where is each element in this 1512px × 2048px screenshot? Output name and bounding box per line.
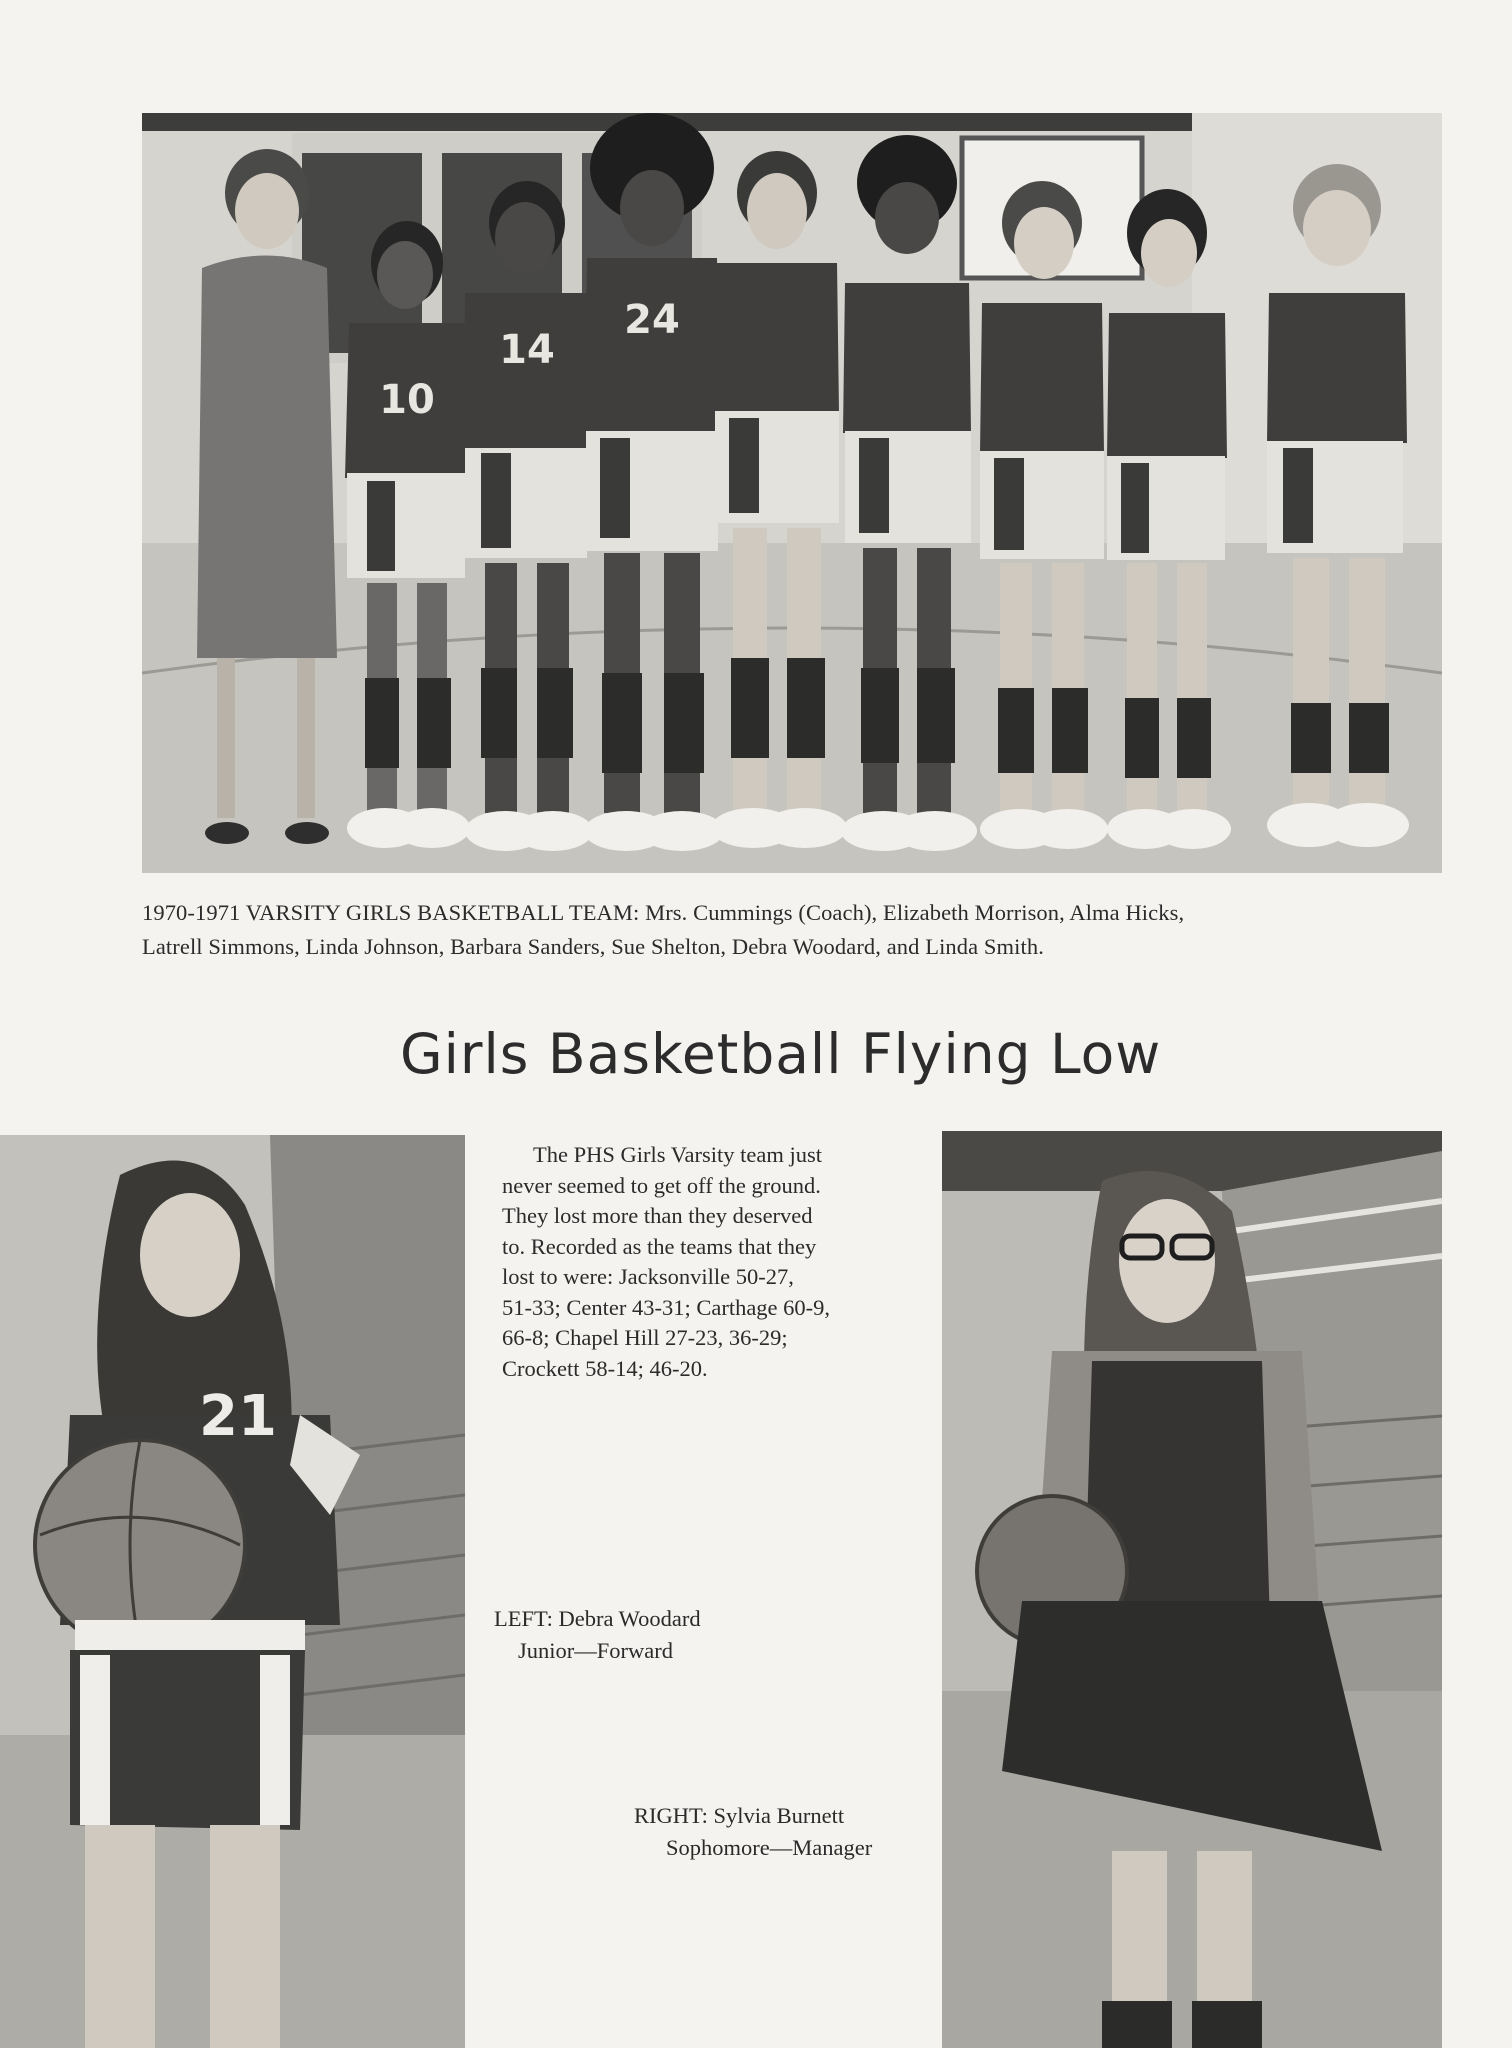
left-jersey-number: 21 <box>199 1384 277 1449</box>
article-line: 51-33; Center 43-31; Carthage 60-9, <box>502 1294 831 1320</box>
team-caption-line: Latrell Simmons, Linda Johnson, Barbara Sanders, Sue Shelton, Debra Woodard, and Linda Smith. <box>142 934 1044 959</box>
right-photo-caption <box>634 1800 872 1864</box>
right-caption-name: RIGHT: Sylvia Burnett <box>634 1803 845 1828</box>
article-line: 66-8; Chapel Hill 27-23, 36-29; <box>502 1325 788 1350</box>
article-line: lost to were: Jacksonville 50-27, <box>502 1264 794 1289</box>
left-player-image <box>0 1135 465 2048</box>
article-line: never seemed to get off the ground. <box>502 1172 821 1198</box>
article-body <box>502 1140 922 1384</box>
article-line: Crockett 58-14; 46-20. <box>502 1355 708 1381</box>
jersey-number-14: 14 <box>499 327 555 373</box>
team-photo-caption <box>142 896 1452 964</box>
right-manager-image <box>942 1131 1442 2048</box>
jersey-number-10: 10 <box>379 377 435 423</box>
page-headline: Girls Basketball Flying Low <box>400 1022 1162 1086</box>
article-line: to. Recorded as the teams that they <box>502 1233 817 1259</box>
right-manager-photo <box>942 1131 1442 2048</box>
left-caption-role: Junior—Forward <box>518 1638 673 1663</box>
right-caption-role: Sophomore—Manager <box>666 1835 873 1860</box>
jersey-number-24: 24 <box>624 297 680 343</box>
left-player-photo <box>0 1135 465 2048</box>
team-photo-image <box>142 113 1442 873</box>
team-photo <box>142 113 1442 873</box>
left-photo-caption <box>494 1603 701 1667</box>
left-caption-name: LEFT: Debra Woodard <box>494 1606 701 1631</box>
article-line: The PHS Girls Varsity team just <box>533 1142 822 1167</box>
team-caption-line: 1970-1971 VARSITY GIRLS BASKETBALL TEAM: Mrs. Cummings (Coach), Elizabeth Morrison, Alma Hicks, <box>142 900 1185 925</box>
article-line: They lost more than they deserved <box>502 1203 813 1228</box>
